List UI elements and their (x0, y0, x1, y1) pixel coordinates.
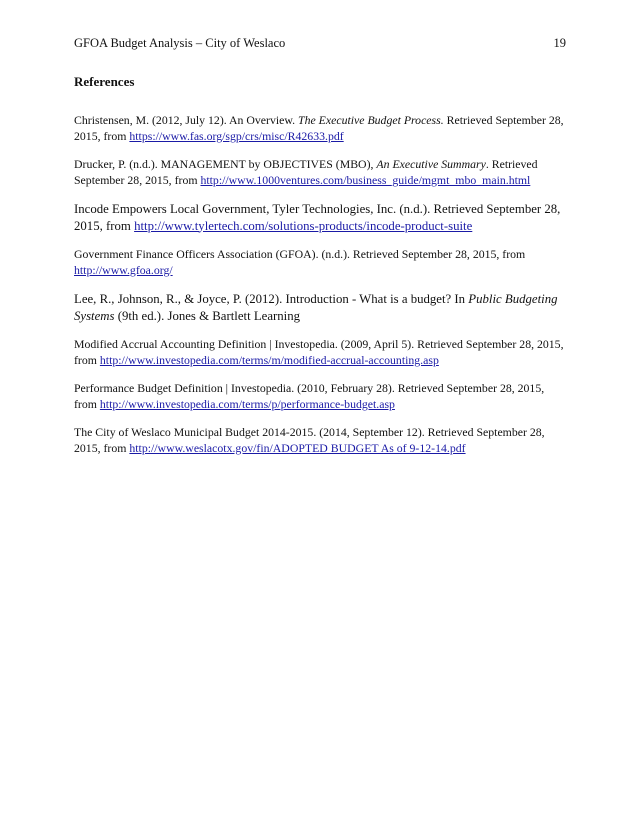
reference-text: The City of Weslaco Municipal Budget 2014-2015. (2014, September 12). Retrieved September 28, 2015, from (74, 425, 545, 455)
page-header (74, 35, 566, 51)
reference-link[interactable]: http://www.tylertech.com/solutions-products/incode-product-suite (134, 218, 473, 233)
references-heading: References (74, 74, 135, 89)
reference-entry (74, 381, 564, 412)
reference-entry (74, 337, 564, 368)
reference-entry (74, 425, 564, 456)
reference-text: Christensen, M. (2012, July 12). An Overview. (74, 113, 299, 127)
reference-link[interactable]: http://www.investopedia.com/terms/m/modified-accrual-accounting.asp (99, 352, 439, 367)
reference-link[interactable]: http://www.investopedia.com/terms/p/performance-budget.asp (99, 396, 395, 411)
reference-entry (74, 291, 564, 324)
references-list (74, 113, 564, 469)
reference-text: Modified Accrual Accounting Definition | Investopedia. (2009, April 5). Retrieved September 28, 2015, from (74, 337, 564, 367)
reference-entry (74, 247, 564, 278)
header-title: GFOA Budget Analysis – City of Weslaco (74, 36, 286, 50)
reference-text: Lee, R., Johnson, R., & Joyce, P. (2012). Introduction - What is a budget? In (74, 292, 469, 306)
reference-title: The Executive Budget Process. (298, 113, 444, 127)
reference-link[interactable]: https://www.fas.org/sgp/crs/misc/R42633.pdf (129, 128, 344, 143)
reference-link[interactable]: http://www.1000ventures.com/business_guide/mgmt_mbo_main.html (200, 172, 531, 187)
reference-link[interactable]: http://www.gfoa.org/ (74, 262, 173, 277)
reference-text: . Retrieved September 28, 2015, from (74, 157, 538, 187)
reference-entry (74, 201, 564, 234)
reference-entry (74, 113, 564, 144)
reference-text: Retrieved September 28, 2015, from (74, 113, 564, 143)
reference-text: Performance Budget Definition | Investopedia. (2010, February 28). Retrieved September 28, 2015, from (74, 381, 545, 411)
reference-entry (74, 157, 564, 188)
reference-text: Government Finance Officers Association (GFOA). (n.d.). Retrieved September 28, 2015, from (74, 247, 526, 261)
reference-text: Incode Empowers Local Government, Tyler Technologies, Inc. (n.d.). Retrieved September 28, 2015, from (74, 202, 561, 233)
reference-text: Drucker, P. (n.d.). MANAGEMENT by OBJECTIVES (MBO), (74, 157, 377, 171)
reference-title: Public Budgeting Systems (74, 292, 558, 323)
reference-link[interactable]: http://www.weslacotx.gov/fin/ADOPTED BUDGET As of 9-12-14.pdf (129, 440, 466, 455)
page-number: 19 (553, 36, 566, 50)
reference-text: (9th ed.). Jones & Bartlett Learning (114, 308, 301, 323)
reference-title: An Executive Summary (376, 157, 486, 171)
